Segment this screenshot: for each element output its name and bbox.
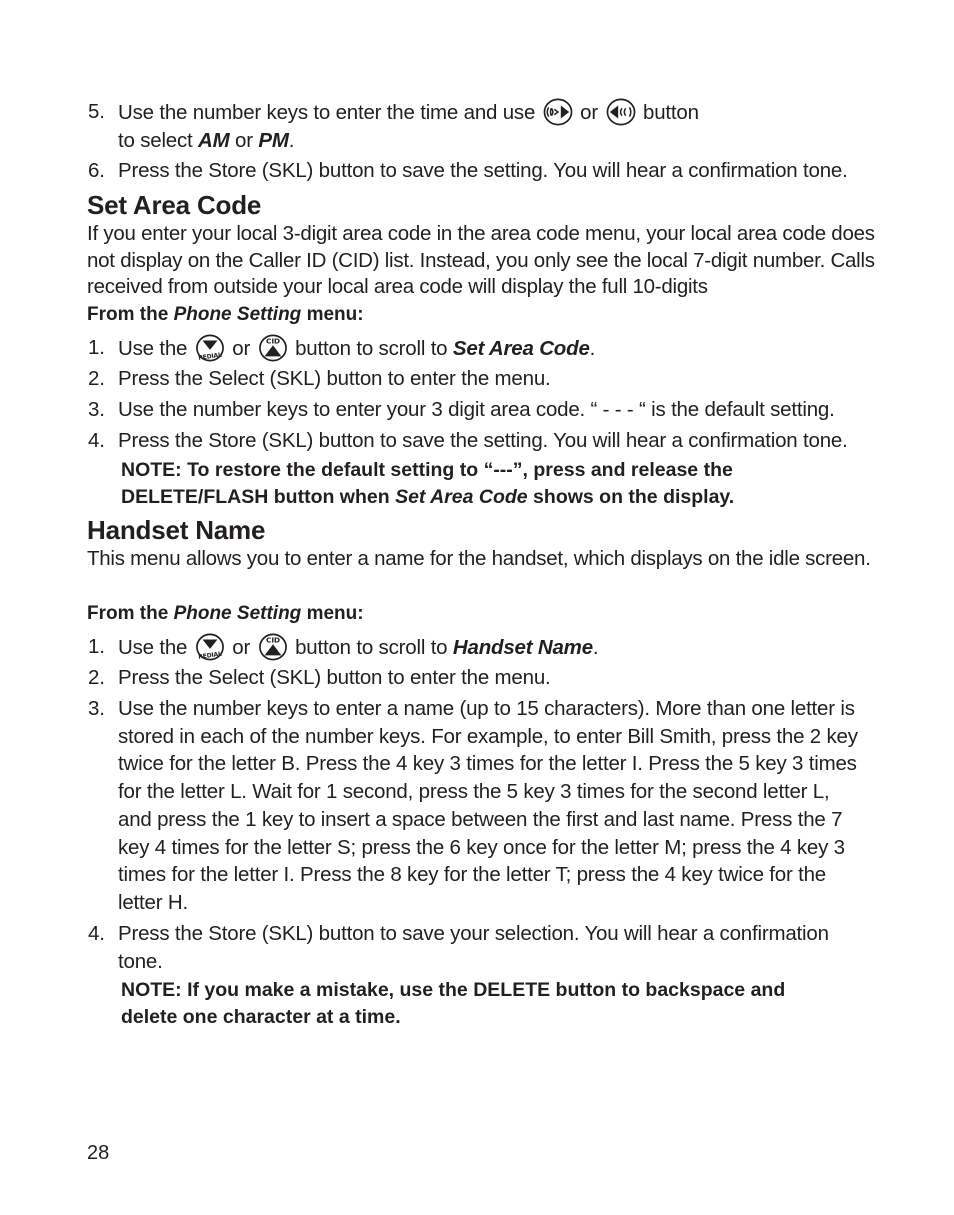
am-option: AM	[198, 128, 230, 152]
step-text: to select	[118, 128, 199, 152]
area-code-step-1	[88, 334, 868, 363]
area-code-step-3	[88, 396, 868, 424]
step-number: 1.	[88, 336, 105, 359]
from-menu-label	[87, 603, 364, 625]
page-number: 28	[87, 1142, 110, 1164]
step-text: Press the Store (SKL) button to save the setting. You will hear a confirmation tone.	[118, 159, 848, 182]
step-number: 3.	[88, 398, 105, 421]
handset-name-step-4	[88, 920, 868, 975]
note-text: shows on the display.	[527, 486, 735, 508]
area-code-description: If you enter your local 3-digit area code in the area code menu, your local area code does not display on the Caller ID (CID) list. Instead, you only see the local 7-digit number. Calls received from outside your local area code will display the full 10-digits	[87, 222, 875, 298]
step-number: 1.	[88, 635, 105, 658]
step-text: Press the Select (SKL) button to enter the menu.	[118, 666, 551, 689]
step-text: .	[592, 636, 599, 659]
step-text: or	[226, 636, 256, 659]
menu-name: Phone Setting	[173, 304, 302, 325]
menu-target: Set Area Code	[452, 337, 590, 360]
handset-name-description: This menu allows you to enter a name for the handset, which displays on the idle screen.	[87, 547, 871, 570]
handset-name-step-2	[88, 664, 868, 692]
step-text: Press the Select (SKL) button to enter the menu.	[118, 367, 551, 390]
step-text: Use the	[118, 337, 193, 360]
handset-name-note: NOTE: If you make a mistake, use the DELETE button to backspace and delete one character at a time.	[121, 979, 786, 1028]
step-text: or	[574, 101, 604, 124]
step-text: Use the	[118, 636, 193, 659]
step-number: 3.	[88, 697, 105, 720]
left-arrow-mute-icon	[543, 98, 573, 126]
step-text: Use the number keys to enter your 3 digit area code. “ - - - “ is the default setting.	[118, 398, 835, 421]
step-text: Press the Store (SKL) button to save the setting. You will hear a confirmation tone.	[118, 429, 848, 452]
step-text: button	[637, 101, 699, 124]
menu-name: Phone Setting	[173, 603, 302, 624]
up-cid-icon	[258, 633, 288, 661]
step-text: .	[288, 128, 295, 152]
step-number: 4.	[88, 429, 105, 452]
section-heading-set-area-code: Set Area Code	[87, 190, 262, 220]
time-step-5	[88, 98, 868, 154]
handset-name-step-3	[88, 695, 868, 917]
step-number: 5.	[88, 100, 105, 123]
step-text: .	[589, 337, 596, 360]
from-text: menu:	[301, 304, 364, 325]
step-number: 2.	[88, 367, 105, 390]
step-number: 6.	[88, 159, 105, 182]
up-cid-icon	[258, 334, 288, 362]
step-number: 2.	[88, 666, 105, 689]
from-text: From the	[87, 304, 174, 325]
note-menu-name: Set Area Code	[395, 486, 528, 508]
step-number: 4.	[88, 922, 105, 945]
from-text: menu:	[301, 603, 364, 624]
from-text: From the	[87, 603, 174, 624]
step-text: Use the number keys to enter a name (up to 15 characters). More than one letter is stored in each of the number keys. For example, to enter Bill Smith, press the 2 key twice for the letter B. Press the 4 key 3 times for the letter I. Press the 5 key 3 times for the letter L. Wait for 1 second, press the 5 key 3 times for the second letter L, and press the 1 key to insert a space between the first and last name. Press the 7 key 4 times for the letter S; press the 6 key once for the letter M; press the 4 key 3 times for the letter I. Press the 8 key for the letter T; press the 4 key twice for the letter H.	[118, 697, 858, 914]
step-text: or	[226, 337, 256, 360]
note-text: NOTE: To restore the default setting to “---”, press and release the DELETE/FLASH button when	[121, 459, 733, 508]
from-menu-label	[87, 304, 364, 326]
area-code-note	[121, 457, 851, 511]
section-heading-handset-name: Handset Name	[87, 515, 266, 545]
menu-target: Handset Name	[452, 636, 593, 659]
step-text: button to scroll to	[289, 636, 453, 659]
down-redial-icon	[195, 633, 225, 661]
down-redial-icon	[195, 334, 225, 362]
step-text: button to scroll to	[289, 337, 453, 360]
handset-name-step-1	[88, 633, 868, 662]
right-arrow-volume-icon	[606, 98, 636, 126]
time-step-6	[88, 157, 868, 185]
step-text: Use the number keys to enter the time and use	[118, 101, 541, 124]
step-text: or	[229, 128, 259, 152]
pm-option: PM	[258, 128, 289, 152]
area-code-step-2	[88, 365, 868, 393]
step-text: Press the Store (SKL) button to save your selection. You will hear a confirmation tone.	[118, 922, 829, 973]
area-code-step-4	[88, 427, 868, 455]
